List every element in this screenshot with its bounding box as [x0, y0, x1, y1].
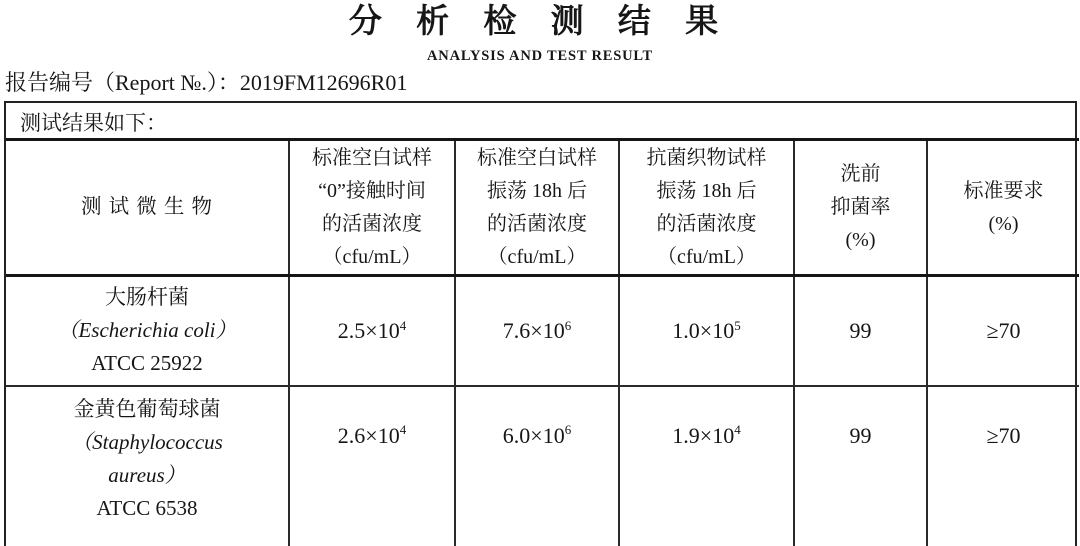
value-exponent: 6 — [564, 317, 572, 333]
microbe-name-latin: （Staphylococcus — [71, 429, 223, 454]
cell-inhibition-ecoli — [794, 276, 927, 386]
header-microbe-label: 测 试 微 生 物 — [81, 196, 213, 218]
cell-blank-zero-saureus — [289, 386, 455, 546]
value-blank-18h: 7.6×10 — [502, 318, 565, 344]
value-inhibition: 99 — [849, 318, 872, 344]
header-blank-zero — [289, 140, 455, 276]
cell-microbe-saureus — [6, 386, 289, 546]
header-line: （cfu/mL） — [487, 245, 587, 268]
table-row-saureus — [6, 386, 1079, 546]
cell-blank-18h-saureus — [455, 386, 619, 546]
header-line: 抗菌织物试样 — [646, 146, 767, 169]
header-inhibition-rate — [794, 140, 927, 276]
cell-fabric-18h-ecoli — [619, 276, 794, 386]
table-row-ecoli — [6, 276, 1079, 386]
report-number-line — [5, 69, 1080, 97]
cell-requirement-ecoli — [927, 276, 1079, 386]
header-line: 振荡 18h 后 — [487, 179, 587, 202]
header-line: 的活菌浓度 — [656, 212, 757, 235]
value-exponent: 6 — [564, 422, 572, 438]
header-fabric-18h — [619, 140, 794, 276]
cell-blank-18h-ecoli — [455, 276, 619, 386]
value-fabric-18h: 1.0×10 — [672, 318, 735, 344]
results-box — [4, 101, 1077, 546]
header-blank-18h — [455, 140, 619, 276]
value-requirement: ≥70 — [986, 318, 1021, 344]
microbe-strain: ATCC 6538 — [96, 495, 198, 520]
header-line: 的活菌浓度 — [487, 212, 587, 235]
cell-blank-zero-ecoli — [289, 276, 455, 386]
header-line: 抑菌率 — [830, 196, 891, 218]
page-title: 分 析 检 测 结 果 — [348, 4, 732, 40]
microbe-name-cn: 金黄色葡萄球菌 — [73, 396, 221, 421]
header-line: 的活菌浓度 — [322, 212, 422, 235]
header-line: (%) — [845, 229, 876, 251]
value-exponent: 4 — [734, 422, 741, 438]
value-requirement: ≥70 — [986, 422, 1021, 448]
microbe-name-cn: 大肠杆菌 — [105, 285, 189, 310]
value-fabric-18h: 1.9×10 — [672, 422, 735, 448]
header-line: 洗前 — [840, 163, 881, 185]
value-exponent: 5 — [734, 317, 741, 333]
microbe-name-latin: （Escherichia coli） — [57, 318, 237, 343]
header-line: 标准空白试样 — [312, 146, 432, 169]
header-line: （cfu/mL） — [322, 245, 422, 268]
table-header-row — [6, 140, 1079, 276]
header-line: (%) — [988, 212, 1019, 235]
microbe-name-latin: aureus） — [108, 462, 186, 487]
header-standard-requirement — [927, 140, 1079, 276]
cell-inhibition-saureus — [794, 386, 927, 546]
cell-requirement-saureus — [927, 386, 1079, 546]
value-blank-zero: 2.6×10 — [337, 422, 400, 448]
value-exponent: 4 — [399, 317, 407, 333]
header-line: 标准要求 — [963, 179, 1044, 202]
report-number-value: 2019FM12696R01 — [239, 70, 408, 95]
microbe-strain: ATCC 25922 — [91, 351, 203, 376]
header-line: 标准空白试样 — [477, 146, 597, 169]
header-microbe — [6, 140, 289, 276]
value-blank-18h: 6.0×10 — [502, 422, 565, 448]
page-subtitle: ANALYSIS AND TEST RESULT — [427, 48, 653, 64]
header-line: “0”接触时间 — [318, 179, 426, 202]
cell-fabric-18h-saureus — [619, 386, 794, 546]
report-number-label: 报告编号（Report №.）： — [5, 70, 240, 95]
cell-microbe-ecoli — [6, 276, 289, 386]
header-line: 振荡 18h 后 — [656, 179, 757, 202]
value-inhibition: 99 — [849, 422, 872, 448]
results-table — [6, 138, 1079, 546]
value-blank-zero: 2.5×10 — [337, 318, 400, 344]
results-intro: 测试结果如下： — [20, 111, 167, 135]
value-exponent: 4 — [399, 422, 407, 438]
header-line: （cfu/mL） — [657, 245, 756, 268]
